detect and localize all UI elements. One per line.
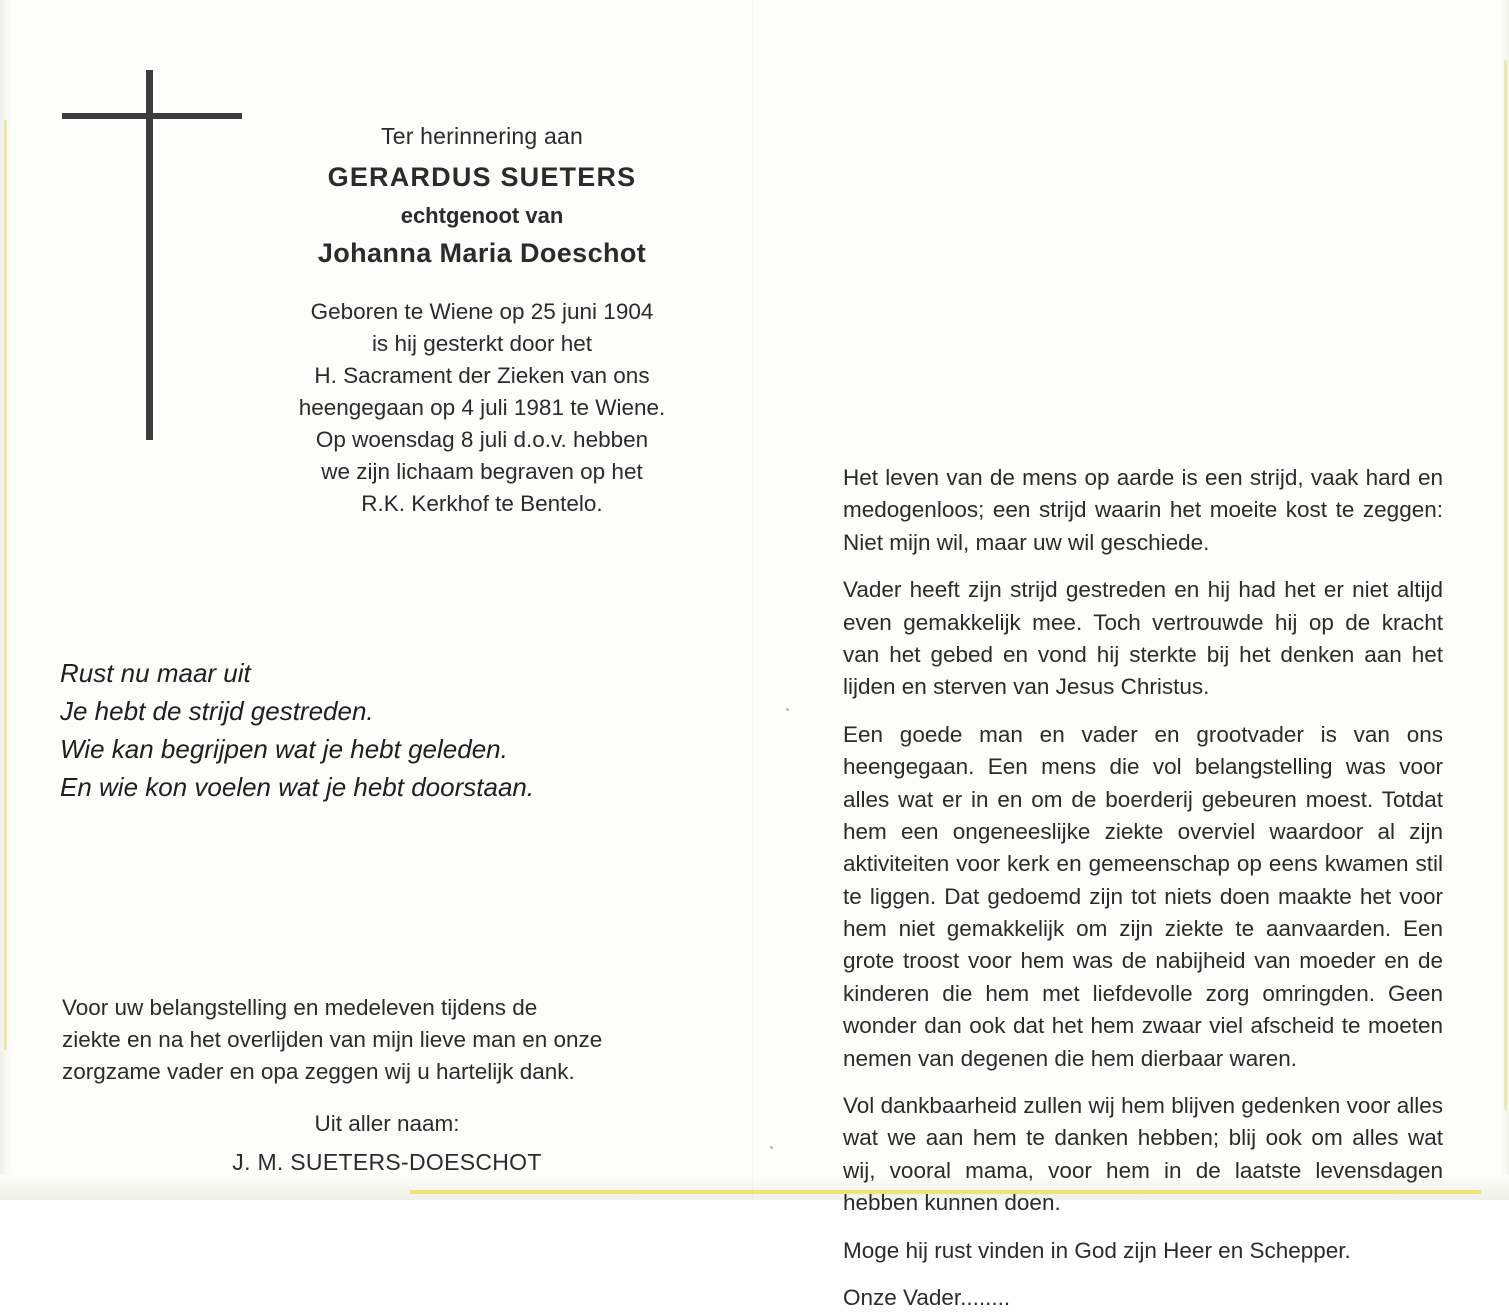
deceased-name: GERARDUS SUETERS — [327, 161, 637, 192]
memorial-header — [262, 122, 702, 271]
eulogy-paragraph: Een goede man en vader en grootvader is van ons heengegaan. Een mens die vol belangstelling was voor alles wat er in en om de boerderij gebeuren moest. Totdat hem een ongeneeslijke ziekte overviel waardoor al zijn aktiviteiten voor kerk en gemeenschap op eens kwamen stil te liggen. Dat gedoemd zijn tot niets doen maakte het voor hem niet gemakkelijk om zijn ziekte te aanvaarden. Een grote troost voor hem was de nabijheid van moeder en de kinderen die hem met liefdevolle zorg omringden. Geen wonder dan ook dat het hem zwaar viel afscheid te moeten nemen van degenen die hem dierbaar waren. — [843, 721, 1443, 1071]
scan-speck — [786, 708, 789, 711]
scan-artifact-left — [4, 120, 7, 1050]
eulogy-paragraph: Vol dankbaarheid zullen wij hem blijven gedenken voor alles wat we aan hem te danken hebben; blij ook om alles wat wij, vooral mama, voor hem in de laatste levensdagen hebben kunnen doen. — [843, 1093, 1443, 1216]
card-fold-line — [752, 0, 753, 1200]
poem-block — [60, 655, 720, 807]
poem-line: Wie kan begrijpen wat je hebt geleden. — [60, 733, 508, 764]
biography-line: H. Sacrament der Zieken van ons — [314, 362, 650, 388]
biography-line: R.K. Kerkhof te Bentelo. — [361, 490, 603, 516]
poem-line: Rust nu maar uit — [60, 658, 251, 688]
scan-artifact-right — [1504, 60, 1507, 1110]
cross-horizontal-bar — [62, 113, 242, 119]
scan-speck — [770, 1146, 773, 1149]
biography-line: Geboren te Wiene op 25 juni 1904 — [310, 299, 654, 324]
thanks-block — [62, 992, 712, 1178]
biography-line: heengegaan op 4 juli 1981 te Wiene. — [298, 394, 666, 420]
thanks-line: ziekte en na het overlijden van mijn lieve man en onze — [62, 1026, 603, 1052]
signature-name: J. M. SUETERS-DOESCHOT — [232, 1148, 542, 1175]
cross-icon — [62, 70, 242, 440]
spouse-label: echtgenoot van — [400, 202, 564, 228]
eulogy-closing-line: Moge hij rust vinden in God zijn Heer en Schepper. — [843, 1237, 1351, 1263]
memorial-intro: Ter herinnering aan — [381, 123, 583, 149]
poem-line: En wie kon voelen wat je hebt doorstaan. — [60, 771, 535, 802]
eulogy-text — [843, 462, 1443, 1314]
biography-line: we zijn lichaam begraven op het — [321, 458, 643, 484]
poem-line: Je hebt de strijd gestreden. — [60, 695, 374, 726]
thanks-line: zorgzame vader en opa zeggen wij u hartelijk dank. — [62, 1058, 575, 1084]
eulogy-prayer-line: Onze Vader........ — [843, 1284, 1011, 1310]
spouse-name: Johanna Maria Doeschot — [317, 237, 647, 268]
biography-line: is hij gesterkt door het — [371, 330, 593, 356]
page-edge-left — [0, 0, 14, 1200]
cross-vertical-bar — [146, 70, 153, 440]
closing-label: Uit aller naam: — [314, 1110, 460, 1136]
thanks-line: Voor uw belangstelling en medeleven tijdens de — [62, 995, 538, 1020]
eulogy-paragraph: Het leven van de mens op aarde is een strijd, vaak hard en medogenloos; een strijd waarin het moeite kost te zeggen: Niet mijn wil, maar uw wil geschiede. — [843, 465, 1443, 555]
biography-block — [262, 296, 702, 520]
eulogy-paragraph: Vader heeft zijn strijd gestreden en hij had het er niet altijd even gemakkelijk mee. Toch vertrouwde hij op de kracht van het gebed en vond hij sterkte bij het denken aan het lijden en sterven van Jesus Christus. — [843, 577, 1443, 700]
biography-line: Op woensdag 8 juli d.o.v. hebben — [315, 426, 649, 452]
